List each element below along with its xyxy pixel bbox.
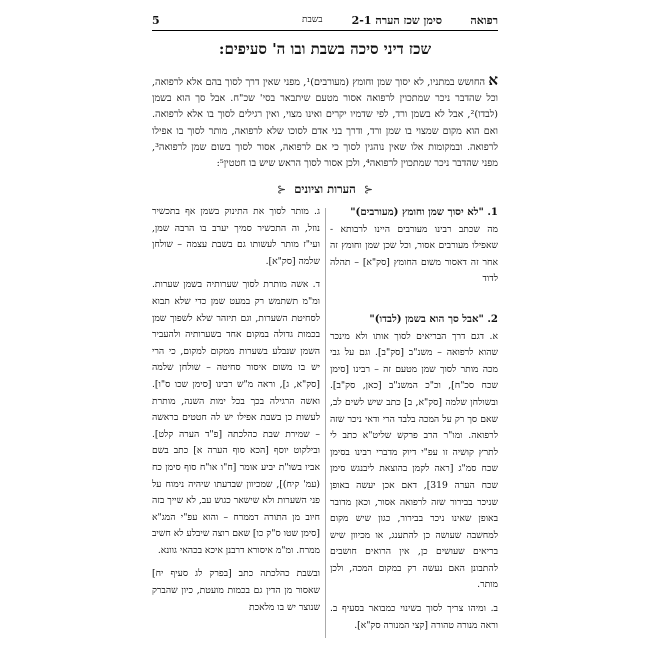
notes-column-left	[152, 204, 320, 623]
ornament-icon: ⊰	[276, 183, 287, 196]
notes-heading	[152, 182, 498, 196]
note-paragraph	[330, 204, 498, 288]
running-header	[152, 10, 498, 36]
ornament-icon: ⊰	[363, 183, 374, 196]
header-topic: בשבת	[302, 15, 323, 25]
section-letter: א	[488, 71, 499, 89]
note-body: ובשבת כהלכתה כתב [בפרק לג סעיף יח] שאסור מן הדין גם בכמות מועטת, כיון שהברק שנוצר יש בו מלאכת	[152, 568, 320, 613]
note-paragraph	[152, 204, 320, 270]
column-divider	[325, 208, 326, 638]
main-text-body: החושש במתניו, לא יסוך שמן וחומץ (מעורבים)¹, מפני שאין דרך לסוך בהם אלא לרפואה, וכל שהדבר ניכר שמתכוין לרפואה אסור מטעם שיתבאר בסי' שכ"ח. אבל סך הוא בשמן (לבדו)², אבל לא בשמן ורד, לפי שדמיו יקרים ואינו מצוי, ואין רגילים לסוך בו אלא לרפואה. ואם הוא מקום שמצוי בו שמן ורד, ודרך בני אדם לסוכו שלא לרפואה, מותר לסוך בו אפילו לרפואה. ובמקומות אלו שאין נוהגין לסוך כי אם לרפואה, אסור לסוך בשום שמן לרפואה³, מפני שהדבר ניכר שמתכוין לרפואה⁴, ולכן אסור לסוך הראש שיש בו חטטין⁵:	[152, 77, 498, 170]
notes-column-right	[330, 204, 498, 641]
note-paragraph	[330, 311, 498, 594]
note-paragraph	[330, 601, 498, 634]
note-body: ד. אשה מותרת לסוך שערותיה בשמן שערות. ומ"מ תשתמש רק במעט שמן כדי שלא תבוא לסחיטת השערות, וגם תיזהר שלא לשפוך שמן בכמות גדולה במקום אחד בשערותיה ולהעביר השמן שנבלע בשערות ממקום למקום, כי הרי יש בו משום איסור סחיטה – שולחן שלמה [סק"א, ג], וראה מ"ש רבינו [סימן שכו ס"ו]. ואשה הרגילה בכך בכל ימות השנה, מותרת לעשות כן בשבת אפילו יש לה חטטים בראשה – שמירת שבת כהלכתה [פ"ד הערה קלט]. ובילקוט יוסף [הכא סוף הערה א] כתב בשם אביו בשו"ת יביע אומר [ח"ו או"ח סוף סימן כח (עמ' קיח)], שמכיוון שבדעתו שיהיה נימוח על פני השערות ולא שישאר כגוש עב, לא שייך בזה חיוב מן התורה דממרח – והוא עפ"י המג"א [סימן שטו ס"ק כו] שאם רוצה שיבלע לא חשיב ממרח. ומ"מ איסורא דרבנן איכא בכהאי גוונא.	[152, 279, 320, 556]
note-paragraph	[152, 277, 320, 559]
spacer	[330, 295, 498, 311]
header-rule	[152, 30, 498, 31]
note-body: מה שכתב רבינו מעורבים היינו לרבותא - שאפילו מעורבים אסור, וכל שכן שמן וחומץ זה אחר זה דאסור משום החומץ [סק"א] – תהלה לדוד	[330, 223, 498, 285]
note-body: ג. מותר לסוך את התינוק בשמן אף בתכשיר נוזל, וה התכשיר סמיך יערב בו הרבה שמן, ועי"ז מותר לעשותו גם בשבת עצמה – שולחן שלמה [סק"א].	[152, 206, 320, 267]
chapter-title: שכז דיני סיכה בשבת ובו ה' סעיפים:	[218, 40, 432, 58]
note-body: ב. ומיהו צריך לסוך בשינוי כמבואר בסעיף ב. וראה מנורה טהורה [קצי המנורה סק"א].	[330, 603, 498, 631]
header-section: רפואה	[470, 14, 498, 27]
note-title: 1. "לא יסוך שמן וחומץ (מעורבים)"	[350, 206, 498, 218]
header-siman: סימן שכז הערה 2-1	[351, 14, 442, 27]
page-number: 5	[152, 14, 160, 27]
notes-heading-text: הערות וציונים	[294, 182, 356, 196]
note-body: א. דגם דרך הבריאים לסוך אותו ולא מינכר שהוא לרפואה – משנ"ב [סק"ב]. וגם על גבי מכה מותר לסוך שמן מטעם זה – רבינו [סימן שכח סכ"ח], וכ"כ המשנ"ב [כאן, סק"ב]. ובשולחן שלמה [סק"א, ב] כתב שיש לשים לב, שאם סך רק על המכה בלבד הרי ודאי ניכר שזה לרפואה. ומו"ר הרב פרקש שליט"א כתב לי לתרץ קושיה זו עפ"י דיוק מדברי רבינו בסימן שכח סמ"ג [ראה לקמן בהוצאת ליבנגש סימן שכח הערה 319], דאם אכן יעשה באופן שניכר בבירור שזה לרפואה אסור, וכאן מדובר באופן שאינו ניכר בבירור, כגון שיש מקום למחשבה שעושה כן להתענג, או מכיוון שיש בריאים שעושים כן, אין הרואים חושבים להתבונן האם נעשה רק במקום המכה, ולכן מותר.	[330, 330, 498, 591]
main-text	[152, 72, 498, 172]
note-title: 2. "אבל סך הוא בשמן (לבדו)"	[369, 312, 498, 325]
note-paragraph	[152, 566, 320, 616]
